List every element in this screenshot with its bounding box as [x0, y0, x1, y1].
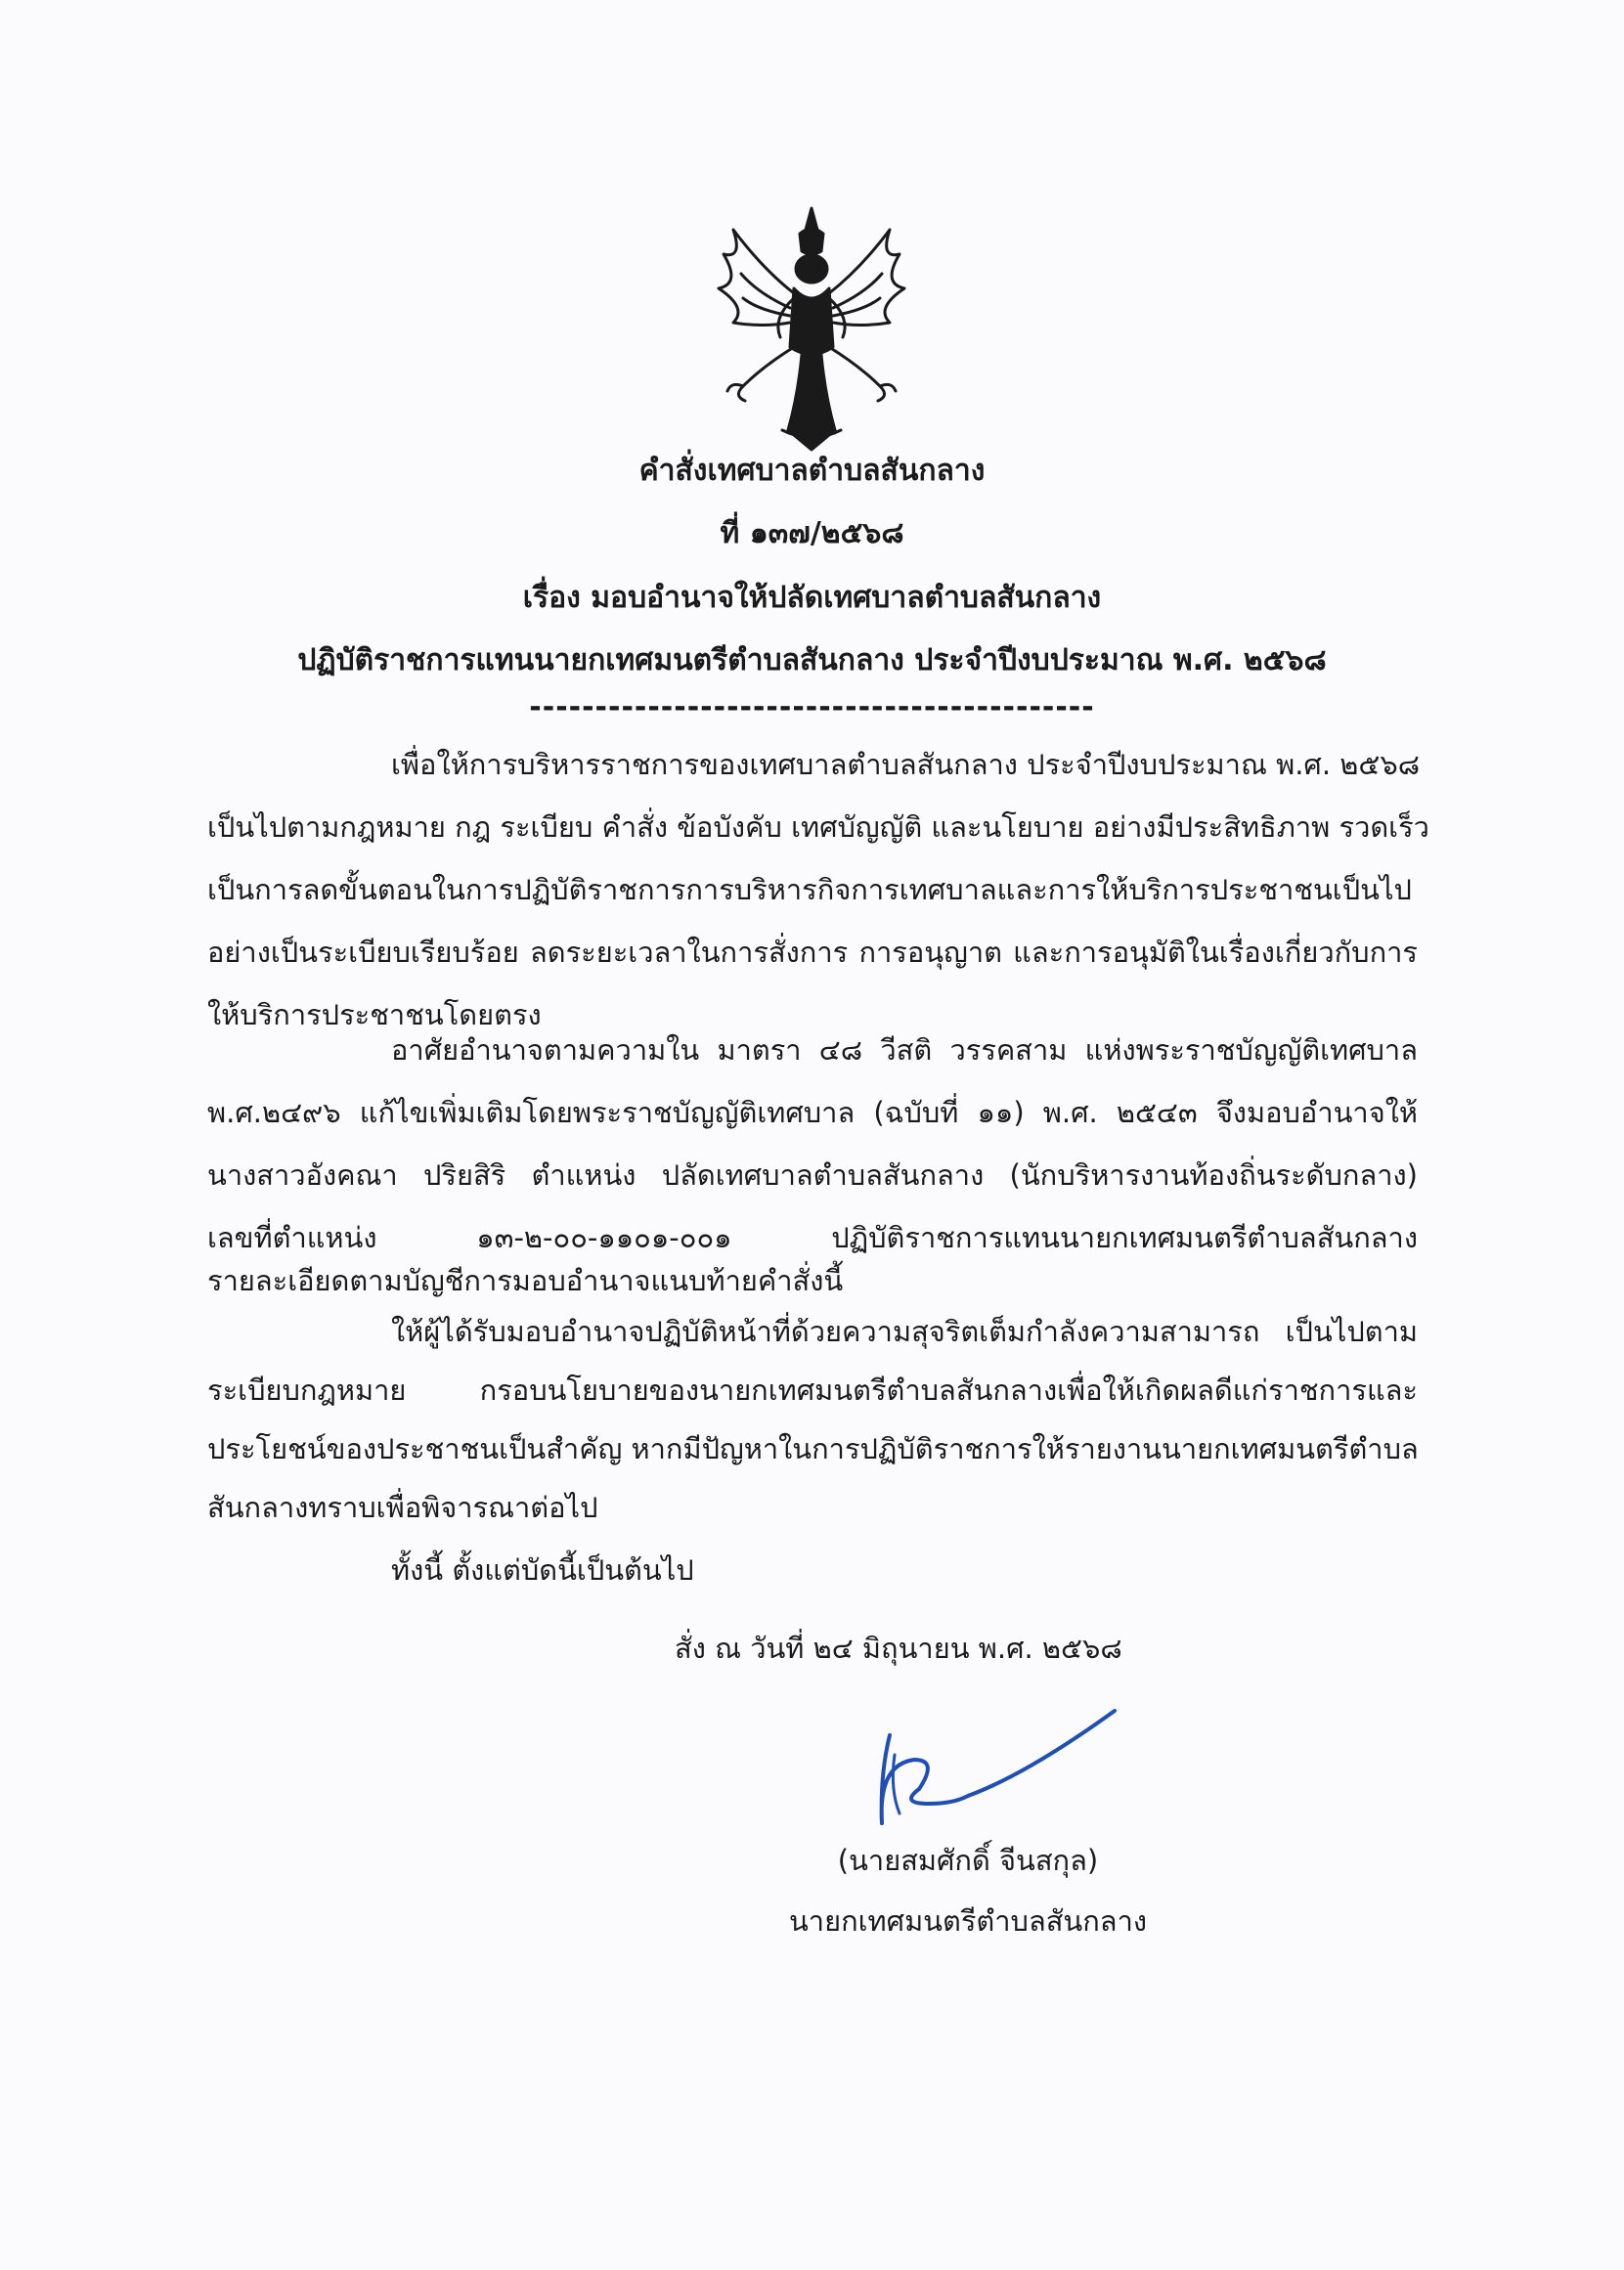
- effective-clause: ทั้งนี้ ตั้งแต่บัดนี้เป็นต้นไป: [391, 1553, 694, 1587]
- subject-line-1: เรื่อง มอบอำนาจให้ปลัดเทศบาลตำบลสันกลาง: [522, 581, 1102, 615]
- order-date: สั่ง ณ วันที่ ๒๔ มิถุนายน พ.ศ. ๒๕๖๘: [675, 1632, 1122, 1665]
- paragraph-2-line-2: พ.ศ.๒๔๙๖ แก้ไขเพิ่มเติมโดยพระราชบัญญัติเทศบาล (ฉบับที่ ๑๑) พ.ศ. ๒๕๔๓ จึงมอบอำนาจให้: [207, 1096, 1418, 1129]
- subject-line-2: ปฏิบัติราชการแทนนายกเทศมนตรีตำบลสันกลาง ประจำปีงบประมาณ พ.ศ. ๒๕๖๘: [297, 643, 1327, 677]
- paragraph-1-line-3: เป็นการลดขั้นตอนในการปฏิบัติราชการการบริหารกิจการเทศบาลและการให้บริการประชาชนเป็นไป: [207, 873, 1412, 906]
- paragraph-1-line-5: ให้บริการประชาชนโดยตรง: [207, 998, 542, 1031]
- order-number: ที่ ๑๓๗/๒๕๖๘: [720, 516, 904, 550]
- paragraph-2-line-4: เลขที่ตำแหน่ง ๑๓-๒-๐๐-๑๑๐๑-๐๐๑ ปฏิบัติราชการแทนนายกเทศมนตรีตำบลสันกลาง: [207, 1221, 1418, 1254]
- paragraph-1-line-4: อย่างเป็นระเบียบเรียบร้อย ลดระยะเวลาในการสั่งการ การอนุญาต และการอนุมัติในเรื่องเกี่ยวกับการ: [207, 936, 1418, 969]
- paragraph-2-line-3: นางสาวอังคณา ปริยสิริ ตำแหน่ง ปลัดเทศบาลตำบลสันกลาง (นักบริหารงานท้องถิ่นระดับกลาง): [207, 1158, 1418, 1192]
- paragraph-2-line-1: อาศัยอำนาจตามความใน มาตรา ๔๘ วีสติ วรรคสาม แห่งพระราชบัญญัติเทศบาล: [391, 1033, 1418, 1067]
- separator: -------------------------------------------: [529, 690, 1095, 724]
- garuda-emblem-icon: [704, 200, 919, 455]
- paragraph-3-line-3: ประโยชน์ของประชาชนเป็นสำคัญ หากมีปัญหาในการปฏิบัติราชการให้รายงานนายกเทศมนตรีตำบล: [207, 1432, 1419, 1465]
- signer-name: (นายสมศักดิ์ จีนสกุล): [837, 1844, 1099, 1877]
- paragraph-3-line-4: สันกลางทราบเพื่อพิจารณาต่อไป: [207, 1491, 598, 1524]
- order-title: คำสั่งเทศบาลตำบลสันกลาง: [638, 454, 986, 488]
- paragraph-3-line-2: ระเบียบกฎหมาย กรอบนโยบายของนายกเทศมนตรีตำบลสันกลางเพื่อให้เกิดผลดีแก่ราชการและ: [207, 1374, 1418, 1407]
- signature-icon: [860, 1706, 1134, 1853]
- signer-title: นายกเทศมนตรีตำบลสันกลาง: [788, 1904, 1148, 1938]
- paragraph-1-line-1: เพื่อให้การบริหารราชการของเทศบาลตำบลสันกลาง ประจำปีงบประมาณ พ.ศ. ๒๕๖๘: [391, 748, 1421, 781]
- paragraph-2-line-5: รายละเอียดตามบัญชีการมอบอำนาจแนบท้ายคำสั่งนี้: [207, 1264, 844, 1297]
- paragraph-3-line-1: ให้ผู้ได้รับมอบอำนาจปฏิบัติหน้าที่ด้วยความสุจริตเต็มกำลังความสามารถ เป็นไปตาม: [391, 1315, 1418, 1348]
- paragraph-1-line-2: เป็นไปตามกฎหมาย กฎ ระเบียบ คำสั่ง ข้อบังคับ เทศบัญญัติ และนโยบาย อย่างมีประสิทธิภาพ รวดเร็ว: [207, 810, 1429, 844]
